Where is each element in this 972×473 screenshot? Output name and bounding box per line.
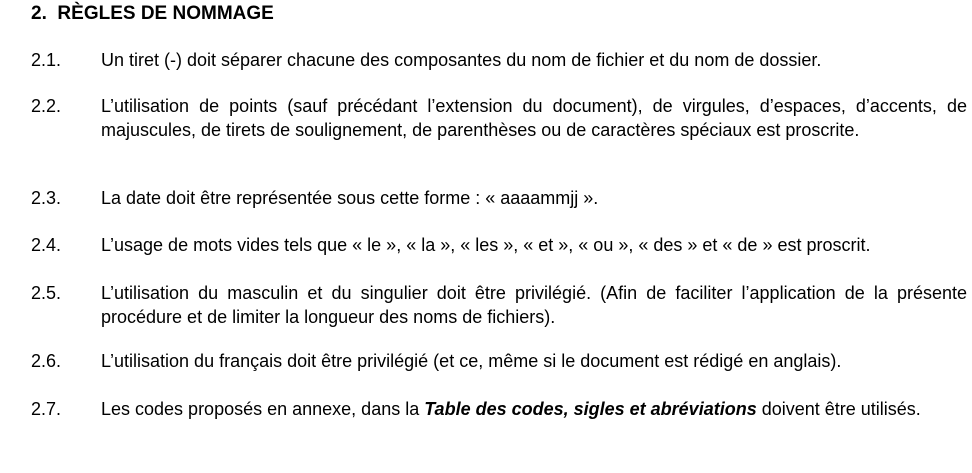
section-title-text: RÈGLES DE NOMMAGE bbox=[57, 3, 274, 24]
rule-number: 2.3. bbox=[31, 188, 62, 208]
rule-text-after: doivent être utilisés. bbox=[756, 399, 921, 419]
rule-number: 2.5. bbox=[31, 283, 62, 303]
section-number: 2. bbox=[31, 3, 47, 24]
codes-table-reference: Table des codes, sigles et abréviations bbox=[424, 399, 757, 419]
rule-number: 2.6. bbox=[31, 351, 62, 371]
rule-number: 2.7. bbox=[31, 399, 62, 419]
rule-number: 2.1. bbox=[31, 50, 62, 70]
rule-text: L’usage de mots vides tels que « le », « la », « les », « et », « ou », « des » et « de » est proscrit. bbox=[101, 235, 871, 255]
section-heading bbox=[31, 3, 274, 25]
rule-text bbox=[101, 397, 967, 421]
rule-text: L’utilisation de points (sauf précédant l’extension du document), de virgules, d’espaces, d’accents, de majuscules, de tirets de soulignement, de parenthèses ou de caractères spéciaux est proscrite. bbox=[101, 96, 967, 140]
rule-text: L’utilisation du masculin et du singulier doit être privilégié. (Afin de faciliter l’application de la présente procédure et de limiter la longueur des noms de fichiers). bbox=[101, 283, 967, 327]
rule-number: 2.2. bbox=[31, 96, 62, 116]
rule-text-before: Les codes proposés en annexe, dans la bbox=[101, 399, 425, 419]
rule-text: Un tiret (-) doit séparer chacune des composantes du nom de fichier et du nom de dossier. bbox=[101, 50, 822, 70]
rule-text: L’utilisation du français doit être privilégié (et ce, même si le document est rédigé en anglais). bbox=[101, 351, 842, 371]
rule-text: La date doit être représentée sous cette forme : « aaaammjj ». bbox=[101, 188, 599, 208]
rule-number: 2.4. bbox=[31, 235, 62, 255]
